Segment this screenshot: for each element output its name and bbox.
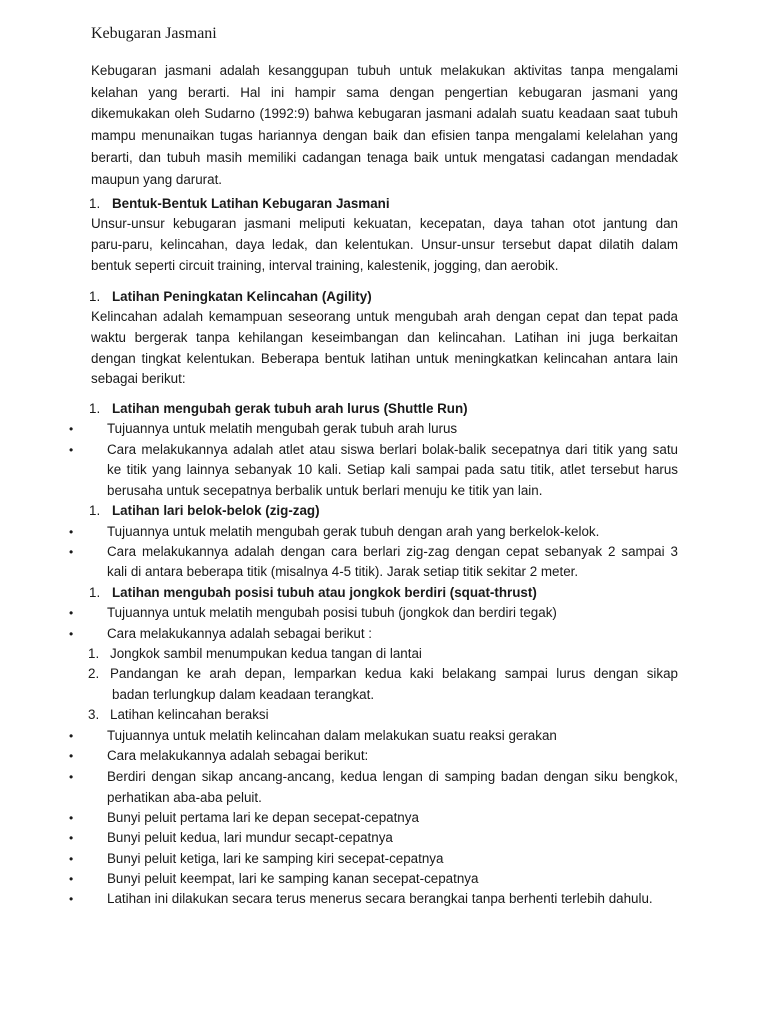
bullet-icon: • [69,422,74,436]
section-2-line: dengan tingkat kelentukan. Beberapa bentuk latihan untuk meningkatkan kelincahan antara lain [91,350,678,366]
shuttle-title: Latihan mengubah gerak tubuh arah lurus (Shuttle Run) [112,401,468,416]
list-item-text: Cara melakukannya adalah sebagai berikut : [107,626,373,641]
list-item-text: Tujuannya untuk melatih mengubah gerak tubuh arah lurus [107,421,458,436]
bullet-icon: • [69,627,74,641]
list-item-text: ke titik yang lainnya sebanyak 10 kali. Setiap kali sampai pada satu titik, atlet tersebut harus [107,462,678,477]
squat-title: Latihan mengubah posisi tubuh atau jongkok berdiri (squat-thrust) [112,585,537,600]
bullet-icon: • [69,831,74,845]
section-1-line: paru-paru, kelincahan, daya ledak, dan kelentukan. Unsur-unsur tersebut dapat dilatih dalam [91,236,678,252]
bullet-icon: • [69,545,74,559]
list-item-text: kali di antara beberapa titik (misalnya 4-5 titik). Jarak setiap titik sekitar 2 meter. [107,564,579,579]
section-1-line: Unsur-unsur kebugaran jasmani meliputi kekuatan, kecepatan, daya tahan otot jantung dan [91,216,678,231]
list-item-text: Cara melakukannya adalah sebagai berikut: [107,748,369,763]
section-1-number: 1. [89,196,101,211]
bullet-icon: • [69,892,74,906]
list-item-text: Tujuannya untuk melatih kelincahan dalam melakukan suatu reaksi gerakan [107,728,557,743]
squat-number: 1. [89,585,101,600]
list-item-text: Tujuannya untuk melatih mengubah posisi tubuh (jongkok dan berdiri tegak) [107,605,557,620]
zigzag-title: Latihan lari belok-belok (zig-zag) [112,503,320,518]
bullet-icon: • [69,811,74,825]
section-2-number: 1. [89,289,101,304]
section-1-title: Bentuk-Bentuk Latihan Kebugaran Jasmani [112,196,390,211]
list-item-text: perhatikan aba-aba peluit. [107,790,262,805]
shuttle-number: 1. [89,401,101,416]
step-text: Pandangan ke arah depan, lemparkan kedua kaki belakang sampai lurus dengan sikap [110,666,678,681]
section-2-title: Latihan Peningkatan Kelincahan (Agility) [112,289,372,304]
section-2-line: sebagai berikut: [91,371,186,387]
bullet-icon: • [69,443,74,457]
list-item-text: Cara melakukannya adalah atlet atau siswa berlari bolak-balik secepatnya dari titik yang satu [107,442,678,457]
step-text: Jongkok sambil menumpukan kedua tangan di lantai [110,646,422,661]
list-item-text: Tujuannya untuk melatih mengubah gerak tubuh dengan arah yang berkelok-kelok. [107,524,600,539]
bullet-icon: • [69,729,74,743]
bullet-icon: • [69,749,74,763]
section-2-line: Kelincahan adalah kemampuan seseorang untuk mengubah arah dengan cepat dan tepat pada [91,309,678,324]
bullet-icon: • [69,770,74,784]
zigzag-number: 1. [89,503,101,518]
section-1-line: bentuk seperti circuit training, interval training, kalestenik, jogging, dan aerobik. [91,257,559,273]
step-number: 2. [88,666,100,681]
bullet-icon: • [69,525,74,539]
list-item-text: Bunyi peluit kedua, lari mundur secapt-cepatnya [107,830,393,845]
step-text: Latihan kelincahan beraksi [110,707,269,722]
bullet-icon: • [69,872,74,886]
step-number: 1. [88,646,100,661]
list-item-text: Bunyi peluit pertama lari ke depan secepat-cepatnya [107,810,419,825]
step-number: 3. [88,707,100,722]
bullet-icon: • [69,852,74,866]
bullet-icon: • [69,606,74,620]
list-item-text: Bunyi peluit ketiga, lari ke samping kiri secepat-cepatnya [107,851,444,866]
list-item-text: Bunyi peluit keempat, lari ke samping kanan secepat-cepatnya [107,871,479,886]
list-item-text: berusaha untuk secepatnya berbalik untuk berlari menuju ke titik yan lain. [107,483,543,498]
intro-paragraph: Kebugaran jasmani adalah kesanggupan tubuh untuk melakukan aktivitas tanpa mengalami kelahan yang berarti. Hal ini hampir sama dengan pengertian kebugaran jasmani yang dikemukakan oleh Sudarno (1992:9) bahwa kebugaran jasmani adalah suatu keadaan saat tubuh mampu menunaikan tugas hariannya dengan baik dan efisien tanpa mengalami kelelahan yang berarti, dan tubuh masih memiliki cadangan tenaga baik untuk mengatasi cadangan mendadak maupun yang darurat. [91,63,678,187]
section-2-line: waktu bergerak tanpa kehilangan keseimbangan dan kelincahan. Latihan ini juga berkaitan [91,329,678,345]
page-title: Kebugaran Jasmani [91,25,217,42]
section-2-body [91,307,678,390]
section-1-body [91,214,678,276]
step-text: badan terlungkup dalam keadaan terangkat. [112,687,375,702]
list-item-text: Cara melakukannya adalah dengan cara berlari zig-zag dengan cepat sebanyak 2 sampai 3 [107,544,678,559]
list-item-text: Latihan ini dilakukan secara terus menerus secara berangkai tanpa berhenti terlebih dahulu. [107,891,653,906]
list-item-text: Berdiri dengan sikap ancang-ancang, kedua lengan di samping badan dengan siku bengkok, [107,769,678,784]
